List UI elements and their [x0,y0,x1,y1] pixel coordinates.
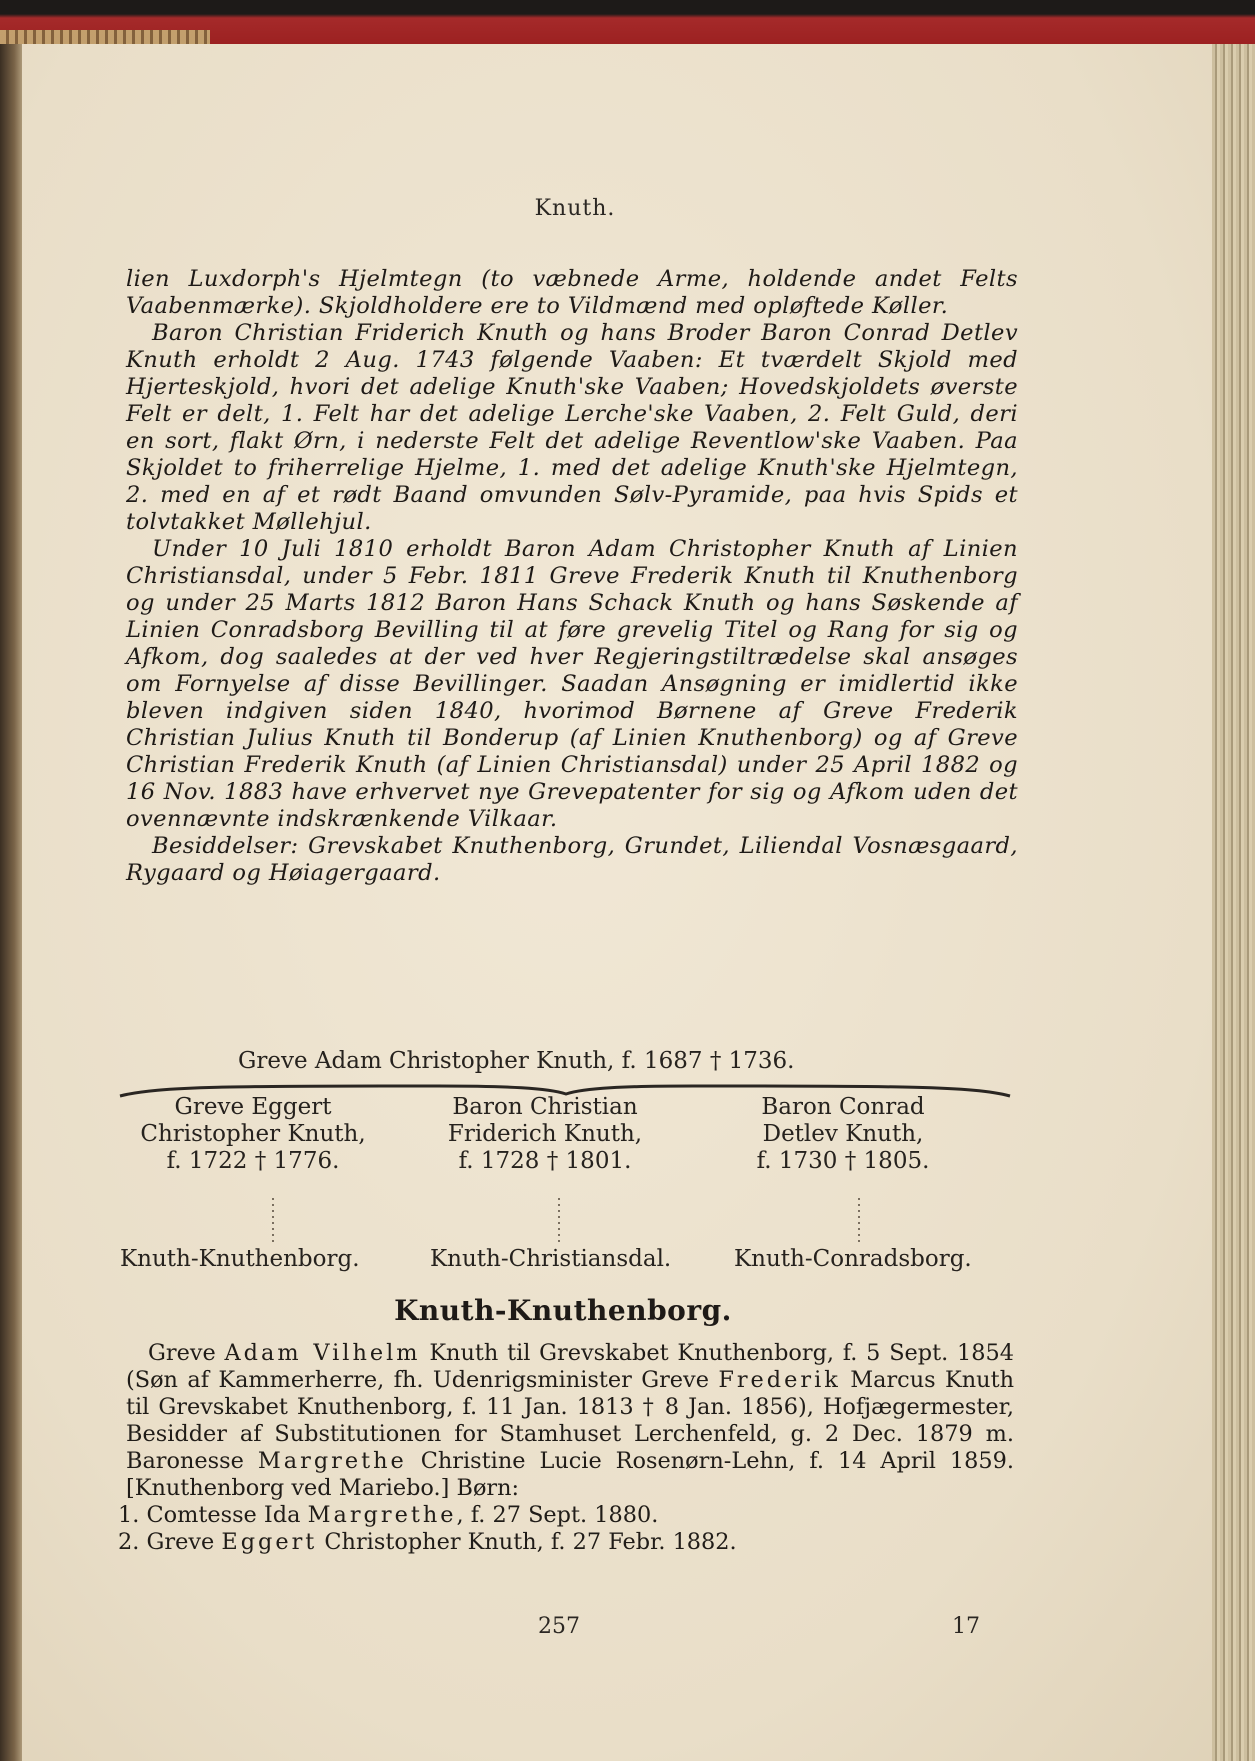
text-run: Greve [148,1340,225,1366]
tree-child-3-line2: Detlev Knuth, [762,1121,924,1147]
lineage-christiansdal: Knuth-Christiansdal. [430,1246,672,1272]
text-run: Christopher Knuth, f. 27 Febr. 1882. [317,1529,737,1555]
tree-child-1-line2: Christopher Knuth, [140,1121,366,1147]
tree-child-2-line3: f. 1728 † 1801. [458,1148,632,1174]
tree-child-3-line1: Baron Conrad [761,1094,925,1120]
tree-dotted-connector-3 [858,1198,860,1244]
tree-child-3-line3: f. 1730 † 1805. [756,1148,930,1174]
spaced-name: Margrethe [307,1502,457,1528]
signature-mark: 17 [952,1614,980,1639]
text-run: , f. 27 Sept. 1880. [456,1502,659,1528]
tree-child-1 [118,1094,388,1175]
tree-child-2 [410,1094,680,1175]
text-run: Marcus Knuth til Grevskabet Knuthenborg, f. 11 Jan. 1813 † 8 Jan. 1856), Hofjægermester, Besidder af Substitutionen for Stamhuset Lerchenfeld, g. 2 Dec. 1879 m. Baronesse [126,1367,1014,1474]
tree-child-2-line2: Friderich Knuth, [447,1121,643,1147]
page-number: 257 [538,1614,580,1639]
tree-dotted-connector-1 [272,1198,274,1244]
spaced-name: Adam Vilhelm [224,1340,421,1366]
italic-heraldry-text [126,266,1018,887]
child-entry-1 [118,1502,1014,1529]
section-title: Knuth-Knuthenborg. [394,1294,732,1327]
paragraph-count-titles: Under 10 Juli 1810 erholdt Baron Adam Christopher Knuth af Linien Christiansdal, under 5 Febr. 1811 Greve Frederik Knuth til Knuthenborg og under 25 Marts 1812 Baron Hans Schack Knuth og hans Søskende af Linien Conradsborg Bevilling til at føre grevelig Titel og Rang for sig og Afkom, dog saaledes at der ved hver Regjeringstiltrædelse skal ansøges om Fornyelse af disse Bevillinger. Saadan Ansøgning er imidlertid ikke bleven indgiven siden 1840, hvorimod Børnene af Greve Frederik Christian Julius Knuth til Bonderup (af Linien Knuthenborg) og af Greve Christian Frederik Knuth (af Linien Christiansdal) under 25 April 1882 og 16 Nov. 1883 have erhvervet nye Grevepatenter for sig og Afkom uden det ovennævnte indskrænkende Vilkaar. [126,536,1018,832]
text-run: Christine Lucie Rosenørn-Lehn, f. 14 April 1859. [Knuthenborg ved Mariebo.] Børn: [126,1448,1014,1501]
section-body [118,1340,1014,1556]
tree-child-3 [708,1094,978,1175]
spaced-name: Margrethe [257,1448,407,1474]
paragraph-possessions: Besiddelser: Grevskabet Knuthenborg, Grundet, Liliendal Vosnæsgaard, Rygaard og Høiagergaard. [126,833,1018,886]
text-run: 2. Greve [118,1529,222,1555]
spaced-name: Frederik [718,1367,841,1393]
spaced-name: Eggert [221,1529,318,1555]
tree-root: Greve Adam Christopher Knuth, f. 1687 † 1736. [238,1048,795,1074]
paragraph-arms-1743: Baron Christian Friderich Knuth og hans Broder Baron Conrad Detlev Knuth erholdt 2 Aug. 1743 følgende Vaaben: Et tværdelt Skjold med Hjerteskjold, hvori det adelige Knuth'ske Vaaben; Hovedskjoldets øverste Felt er delt, 1. Felt har det adelige Lerche'ske Vaaben, 2. Felt Guld, deri en sort, flakt Ørn, i nederste Felt det adelige Reventlow'ske Vaaben. Paa Skjoldet to friherrelige Hjelme, 1. med det adelige Knuth'ske Hjelmtegn, 2. med en af et rødt Baand omvunden Sølv-Pyramide, paa hvis Spids et tolvtakket Møllehjul. [126,320,1018,535]
text-run: 1. Comtesse Ida [118,1502,308,1528]
paragraph-current-holder [126,1340,1014,1502]
tree-child-1-line3: f. 1722 † 1776. [166,1148,340,1174]
running-title: Knuth. [534,196,616,221]
tree-child-1-line1: Greve Eggert [174,1094,332,1120]
tree-child-2-line1: Baron Christian [452,1094,638,1120]
lineage-conradsborg: Knuth-Conradsborg. [734,1246,972,1272]
genealogy-tree [118,1048,1018,1272]
child-entry-2 [118,1529,1014,1556]
text-run: Knuth til Grevskabet Knuthenborg, f. 5 Sept. 1854 (Søn af Kammerherre, fh. Udenrigsminister Greve [126,1340,1014,1393]
page-stack-edge [1212,44,1255,1761]
paragraph-arms-supporters: lien Luxdorph's Hjelmtegn (to væbnede Arme, holdende andet Felts Vaabenmærke). Skjoldholdere ere to Vildmænd med opløftede Køller. [126,266,1018,319]
lineage-knuthenborg: Knuth-Knuthenborg. [120,1246,360,1272]
tree-dotted-connector-2 [558,1198,560,1244]
